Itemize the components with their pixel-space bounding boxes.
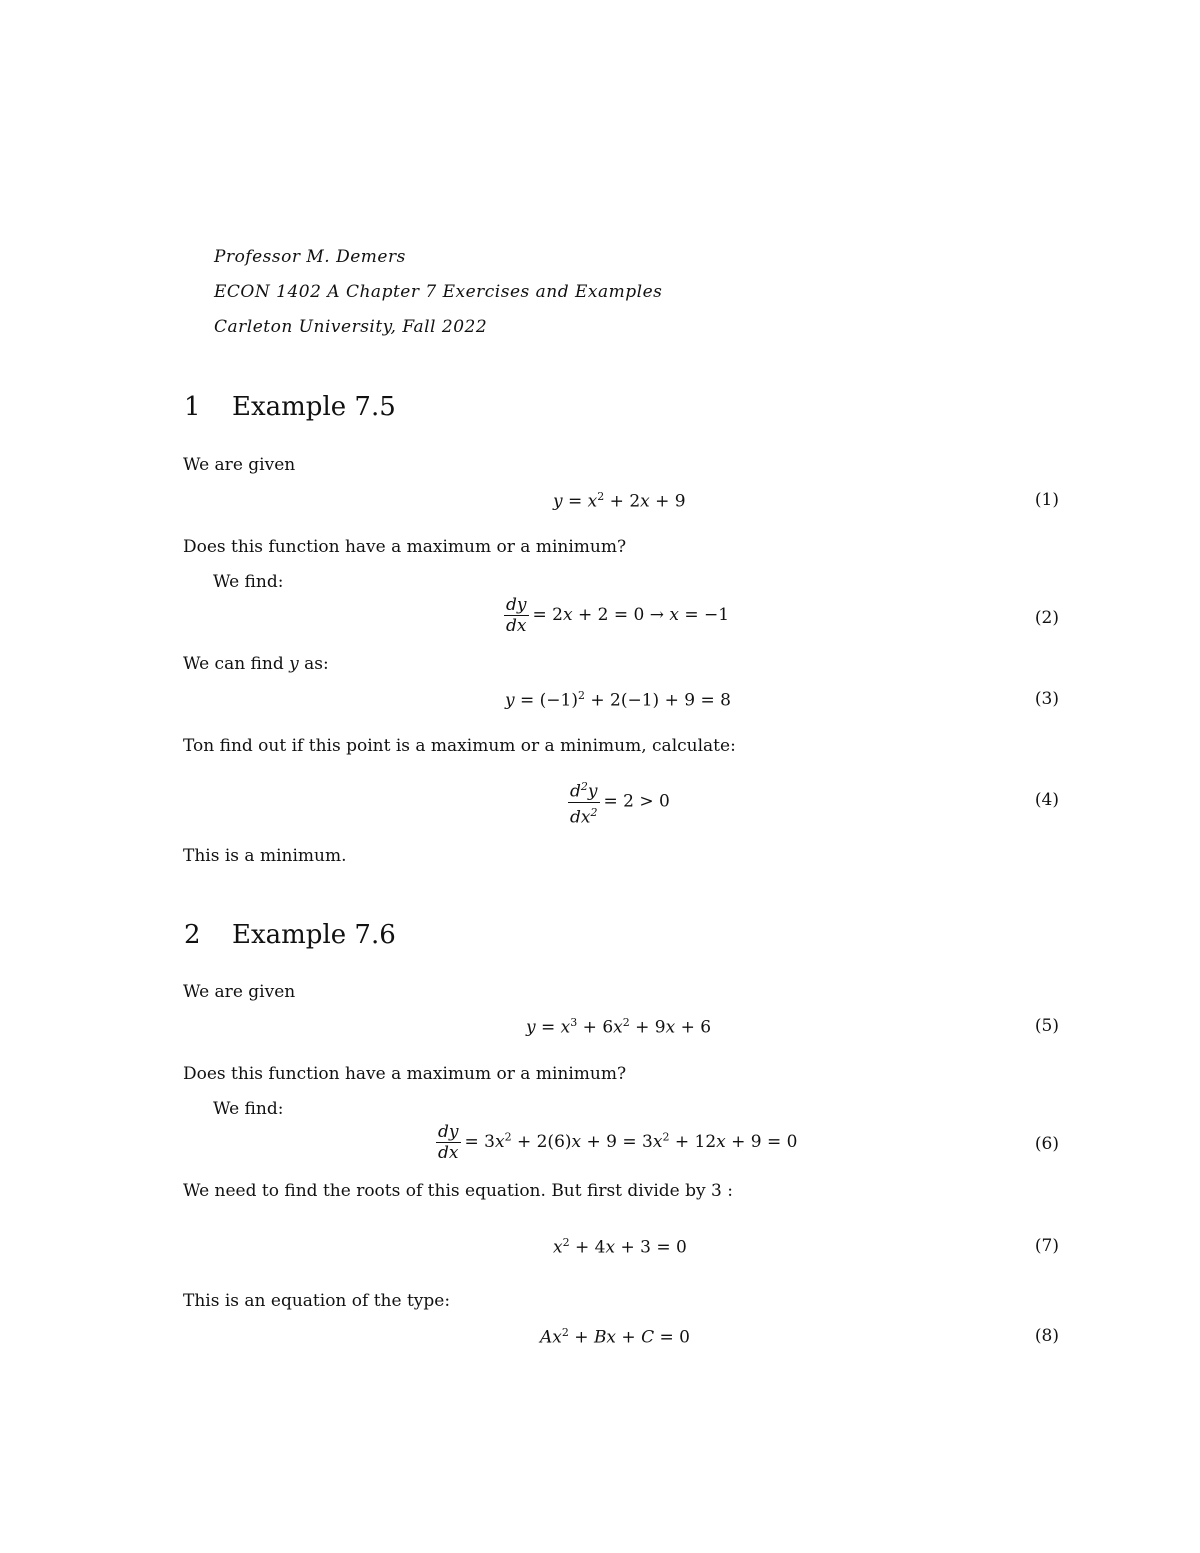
equation-number-1: (1) (1034, 490, 1059, 510)
fraction: $\frac{dy}{dx}$ (438, 1122, 459, 1163)
paragraph: We can find y as: (183, 654, 329, 674)
equation-number-2: (2) (1034, 608, 1059, 628)
equation-number-7: (7) (1034, 1236, 1059, 1256)
equation-1: $y = x^2 + 2x + 9$ (553, 490, 686, 512)
paragraph: This is a minimum. (183, 846, 347, 866)
author-line: Professor M. Demers (214, 247, 406, 267)
equation-2: $\frac{dy}{dx}$ = 2x + 2 = 0 → x = −1 (506, 595, 730, 636)
paragraph: We find: (213, 1099, 284, 1119)
equation-5: $y = x^3 + 6x^2 + 9x + 6$ (526, 1016, 712, 1038)
section-heading-1 (184, 392, 396, 422)
fraction: $\frac{d^2y}{dx^2}$ (568, 777, 600, 827)
equation-8: $Ax^2 + Bx + C = 0$ (540, 1326, 690, 1348)
section-number: 2 (184, 920, 201, 950)
paragraph: We are given (183, 455, 296, 475)
paragraph: Does this function have a maximum or a minimum? (183, 1064, 627, 1084)
section-heading-2 (184, 920, 396, 950)
equation-6: $\frac{dy}{dx}$ = $3x^2 + 2(6)x + 9 = 3x^2 + 12x + 9 = 0$ (438, 1122, 798, 1163)
paragraph: We find: (213, 572, 284, 592)
equation-number-6: (6) (1034, 1134, 1059, 1154)
equation-number-4: (4) (1034, 790, 1059, 810)
paragraph: We need to find the roots of this equation. But first divide by 3 : (183, 1181, 733, 1201)
paragraph: We are given (183, 982, 296, 1002)
equation-number-3: (3) (1034, 689, 1059, 709)
section-title: Example 7.6 (232, 920, 396, 950)
paragraph: Ton find out if this point is a maximum or a minimum, calculate: (183, 736, 736, 756)
equation-4: $\frac{d^2y}{dx^2}$ = 2 > 0 (568, 777, 670, 827)
paragraph: Does this function have a maximum or a minimum? (183, 537, 627, 557)
fraction: $\frac{dy}{dx}$ (506, 595, 527, 636)
section-title: Example 7.5 (232, 392, 396, 422)
paragraph: This is an equation of the type: (183, 1291, 451, 1311)
equation-number-8: (8) (1034, 1326, 1059, 1346)
section-number: 1 (184, 392, 201, 422)
equation-7: $x^2 + 4x + 3 = 0$ (553, 1236, 687, 1258)
course-line: ECON 1402 A Chapter 7 Exercises and Examples (214, 282, 663, 302)
equation-number-5: (5) (1034, 1016, 1059, 1036)
equation-3: $y = (-1)^2 + 2(-1) + 9 = 8$ (505, 689, 731, 711)
university-line: Carleton University, Fall 2022 (214, 317, 488, 337)
